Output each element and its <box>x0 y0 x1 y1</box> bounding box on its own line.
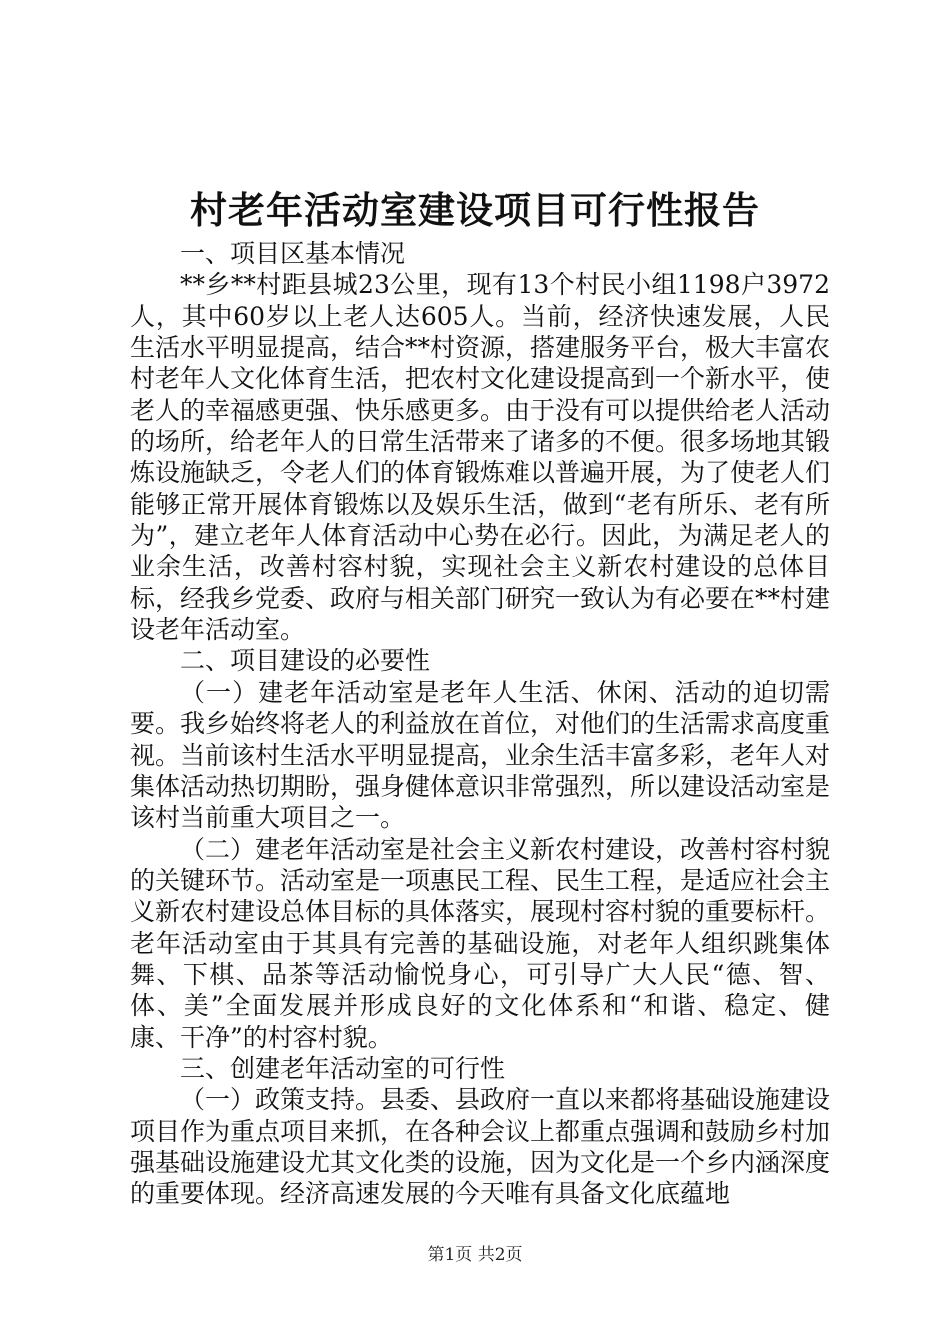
section-heading-1: 一、项目区基本情况 <box>180 239 406 268</box>
body-paragraph: （二）建老年活动室是社会主义新农村建设，改善村容村貌的关键环节。活动室是一项惠民工程、民生工程，是适应社会主义新农村建设总体目标的具体落实，展现村容村貌的重要标杆。老年活动室由于其具有完善的基础设施，对老年人组织跳集体舞、下棋、品茶等活动愉悦身心，可引导广大人民“德、智、体、美”全面发展并形成良好的文化体系和“和谐、稳定、健康、干净”的村容村貌。 <box>130 834 831 1052</box>
document-body <box>130 238 830 1210</box>
body-paragraph: **乡**村距县城23公里，现有13个村民小组1198户3972人，其中60岁以上老人达605人。当前，经济快速发展，人民生活水平明显提高，结合**村资源，搭建服务平台，极大丰富农村老年人文化体育生活，把农村文化建设提高到一个新水平，使老人的幸福感更强、快乐感更多。由于没有可以提供给老人活动的场所，给老年人的日常生活带来了诸多的不便。很多场地其锻炼设施缺乏，令老人们的体育锻炼难以普遍开展，为了使老人们能够正常开展体育锻炼以及娱乐生活，做到“老有所乐、老有所为”，建立老年人体育活动中心势在必行。因此，为满足老人的业余生活，改善村容村貌，实现社会主义新农村建设的总体目标，经我乡党委、政府与相关部门研究一致认为有必要在**村建设老年活动室。 <box>130 270 831 645</box>
page-footer: 第1页 共2页 <box>427 1245 523 1265</box>
document-title: 村老年活动室建设项目可行性报告 <box>190 188 760 232</box>
body-paragraph: （一）建老年活动室是老年人生活、休闲、活动的迫切需要。我乡始终将老人的利益放在首位，对他们的生活需求高度重视。当前该村生活水平明显提高，业余生活丰富多彩，老年人对集体活动热切期盼，强身健体意识非常强烈，所以建设活动室是该村当前重大项目之一。 <box>130 677 831 833</box>
section-heading-3: 三、创建老年活动室的可行性 <box>180 1053 506 1083</box>
body-paragraph: （一）政策支持。县委、县政府一直以来都将基础设施建设项目作为重点项目来抓，在各种会议上都重点强调和鼓励乡村加强基础设施建设尤其文化类的设施，因为文化是一个乡内涵深度的重要体现。经济高速发展的今天唯有具备文化底蕴地 <box>130 1085 831 1209</box>
section-heading-2: 二、项目建设的必要性 <box>180 646 431 676</box>
